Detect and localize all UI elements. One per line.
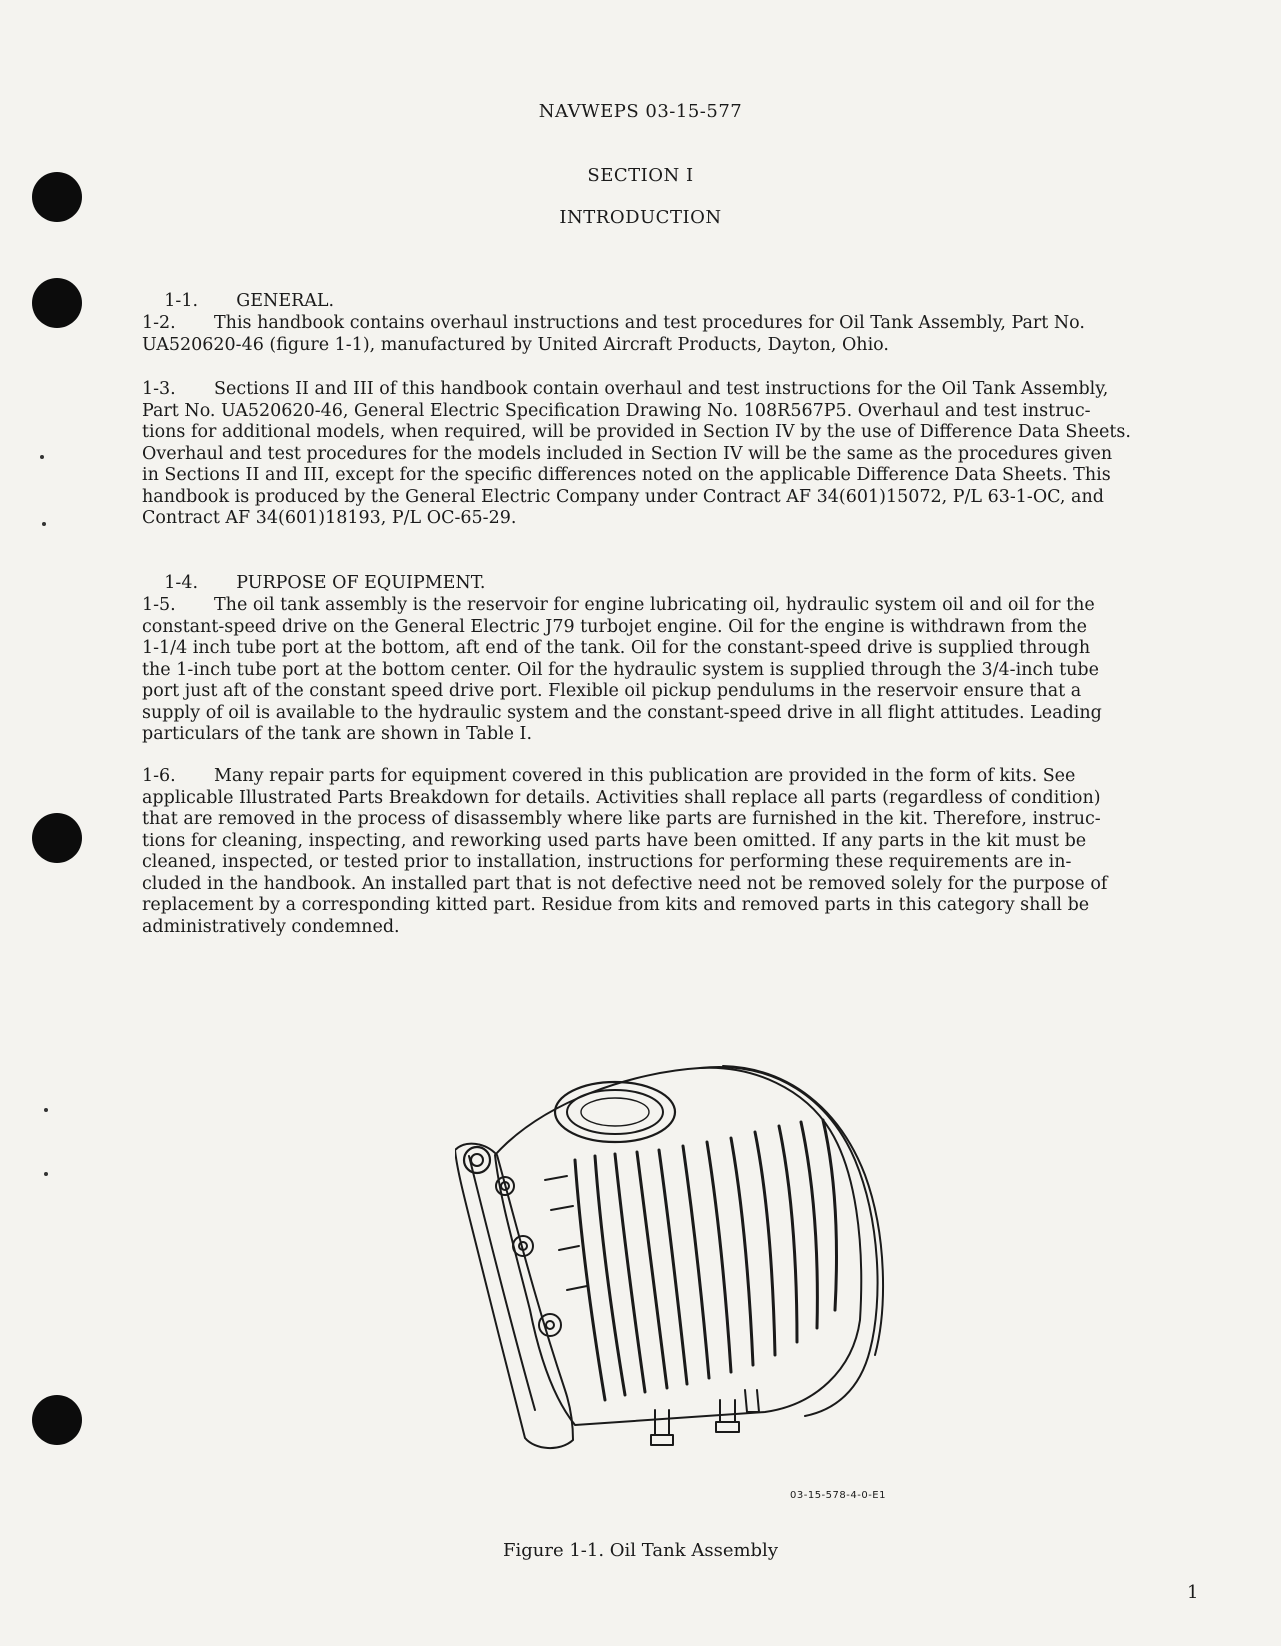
- paragraph-line: tions for cleaning, inspecting, and reworking used parts have been omitted. If any parts in the kit must be: [142, 830, 1087, 851]
- scan-speck: [40, 455, 44, 459]
- heading-text: GENERAL.: [236, 290, 335, 311]
- paragraph-line: This handbook contains overhaul instructions and test procedures for Oil Tank Assembly, Part No.: [214, 313, 1085, 333]
- scan-speck: [42, 522, 46, 526]
- binder-hole-4: [32, 1395, 82, 1445]
- paragraph-1-5: [142, 595, 1202, 746]
- scan-speck: [44, 1172, 48, 1176]
- paragraph-line: particulars of the tank are shown in Table I.: [142, 724, 533, 744]
- paragraph-line: the 1-inch tube port at the bottom center. Oil for the hydraulic system is supplied through the 3/4-inch tube: [142, 659, 1099, 680]
- paragraph-number: 1-1.: [164, 290, 199, 311]
- paragraph-number: 1-6.: [142, 766, 176, 786]
- paragraph-line: administratively condemned.: [142, 916, 400, 937]
- section-title: INTRODUCTION: [559, 207, 722, 228]
- paragraph-line: 1-1/4 inch tube port at the bottom, aft end of the tank. Oil for the constant-speed drive is supplied through: [142, 638, 1091, 658]
- section-number: SECTION I: [587, 165, 694, 186]
- paragraph-line: handbook is produced by the General Electric Company under Contract AF 34(601)15072, P/L 63-1-OC, and: [142, 486, 1104, 507]
- paragraph-line: tions for additional models, when required, will be provided in Section IV by the use of Difference Data Sheets.: [142, 422, 1131, 442]
- heading-text: PURPOSE OF EQUIPMENT.: [236, 572, 486, 593]
- paragraph-line: in Sections II and III, except for the specific differences noted on the applicable Difference Data Sheets. This: [142, 465, 1111, 485]
- paragraph-line: cluded in the handbook. An installed part that is not defective need not be removed solely for the purpose of: [142, 873, 1108, 894]
- paragraph-number: 1-3.: [142, 379, 176, 399]
- paragraph-line: applicable Illustrated Parts Breakdown for details. Activities shall replace all parts (regardless of condition): [142, 787, 1101, 808]
- paragraph-line: Overhaul and test procedures for the models included in Section IV will be the same as the procedures given: [142, 443, 1113, 464]
- paragraph-line: port just aft of the constant speed drive port. Flexible oil pickup pendulums in the reservoir ensure that a: [142, 681, 1082, 701]
- paragraph-number: 1-4.: [164, 572, 199, 593]
- paragraph-line: constant-speed drive on the General Electric J79 turbojet engine. Oil for the engine is withdrawn from the: [142, 616, 1088, 637]
- paragraph-1-2: [142, 313, 1202, 356]
- paragraph-line: replacement by a corresponding kitted part. Residue from kits and removed parts in this category shall be: [142, 895, 1090, 915]
- paragraph-1-3: [142, 379, 1202, 530]
- scan-speck: [44, 1108, 48, 1112]
- oil-tank-illustration: [455, 1060, 925, 1465]
- paragraph-line: cleaned, inspected, or tested prior to installation, instructions for performing these requirements are in-: [142, 852, 1072, 872]
- paragraph-1-6: [142, 766, 1202, 938]
- binder-hole-3: [32, 813, 82, 863]
- paragraph-line: Sections II and III of this handbook contain overhaul and test instructions for the Oil Tank Assembly,: [214, 379, 1109, 399]
- paragraph-line: that are removed in the process of disassembly where like parts are furnished in the kit. Therefore, instruc-: [142, 809, 1101, 829]
- document-header: NAVWEPS 03-15-577: [538, 101, 743, 122]
- paragraph-line: The oil tank assembly is the reservoir for engine lubricating oil, hydraulic system oil and oil for the: [214, 595, 1095, 615]
- paragraph-line: Part No. UA520620-46, General Electric Specification Drawing No. 108R567P5. Overhaul and test instruc-: [142, 400, 1091, 421]
- paragraph-line: Contract AF 34(601)18193, P/L OC-65-29.: [142, 508, 517, 528]
- paragraph-line: Many repair parts for equipment covered in this publication are provided in the form of kits. See: [214, 766, 1076, 786]
- figure-code: 03-15-578-4-0-E1: [790, 1490, 886, 1501]
- figure-caption: Figure 1-1. Oil Tank Assembly: [503, 1540, 778, 1561]
- paragraph-number: 1-5.: [142, 595, 176, 615]
- paragraph-line: supply of oil is available to the hydraulic system and the constant-speed drive in all flight attitudes. Leading: [142, 702, 1102, 723]
- paragraph-line: UA520620-46 (figure 1-1), manufactured by United Aircraft Products, Dayton, Ohio.: [142, 334, 889, 355]
- page-number: 1: [1187, 1582, 1199, 1603]
- paragraph-number: 1-2.: [142, 313, 176, 333]
- binder-hole-2: [32, 278, 82, 328]
